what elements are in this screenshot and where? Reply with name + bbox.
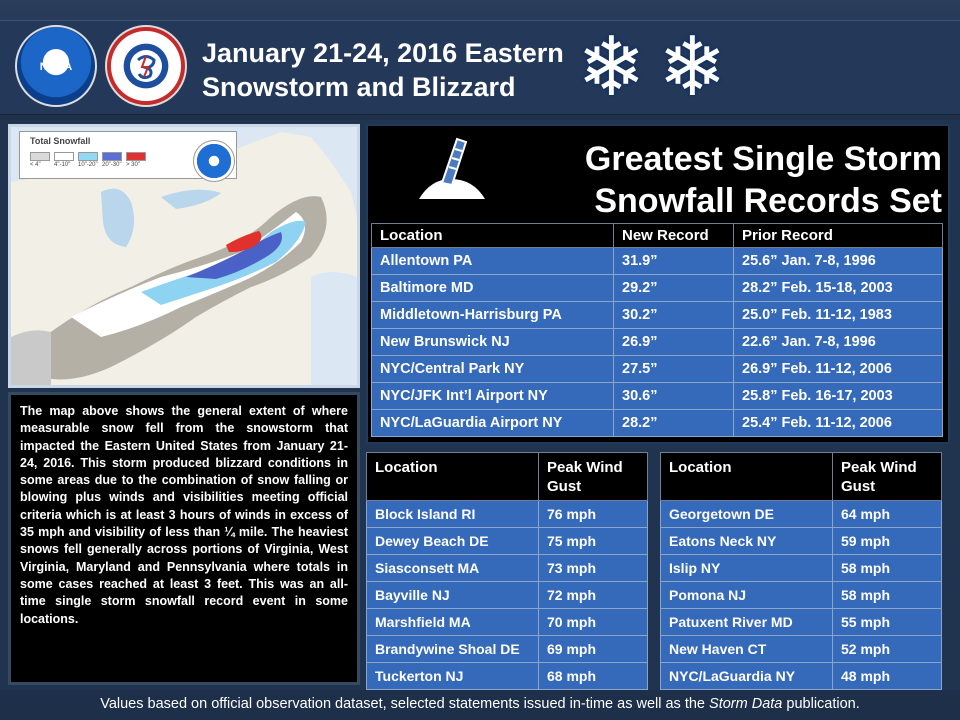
footer bbox=[0, 690, 960, 720]
wind-gust: 73 mph bbox=[539, 555, 648, 582]
page-title-line2: Snowstorm and Blizzard bbox=[202, 72, 516, 102]
records-panel bbox=[366, 124, 950, 444]
snowflake-icon: ❄ bbox=[577, 22, 646, 113]
table-header-row bbox=[372, 224, 943, 248]
table-row bbox=[372, 275, 943, 302]
wind-gust-table-right bbox=[660, 452, 942, 690]
wind-gust: 75 mph bbox=[539, 528, 648, 555]
description-text: The map above shows the general extent of where measurable snow fell from the snowstorm that impacted the Eastern United States from January 21-24, 2016. This storm produced blizzard conditions in some areas due to the combination of snow falling or blowing plus winds and visibilities meeting official criteria which is at least 3 hours of winds in excess of 35 mph and visibility of less than ¼ mile. The heaviest snows fell generally across portions of Virginia, West Virginia, Maryland and Pennsylvania where totals in some cases reached at least 3 feet. This was an all-time single storm snowfall record event in some locations. bbox=[20, 404, 348, 626]
records-title bbox=[538, 138, 942, 222]
table-row bbox=[367, 609, 648, 636]
legend-title: Total Snowfall bbox=[30, 136, 91, 146]
column-header: New Record bbox=[614, 224, 734, 248]
snowflake-icon: ❄ bbox=[658, 22, 727, 113]
record-new: 30.2” bbox=[614, 302, 734, 329]
table-row bbox=[661, 636, 942, 663]
wind-location: Islip NY bbox=[661, 555, 833, 582]
table-row bbox=[367, 528, 648, 555]
map-legend bbox=[19, 131, 237, 179]
noaa-logo bbox=[15, 25, 97, 107]
legend-swatch bbox=[102, 152, 122, 161]
record-new: 27.5” bbox=[614, 356, 734, 383]
legend-swatch bbox=[78, 152, 98, 161]
table-row bbox=[367, 501, 648, 528]
wind-location: Dewey Beach DE bbox=[367, 528, 539, 555]
column-header: Location bbox=[372, 224, 614, 248]
record-new: 28.2” bbox=[614, 410, 734, 437]
header bbox=[0, 0, 960, 120]
table-row bbox=[372, 383, 943, 410]
table-row bbox=[661, 501, 942, 528]
wind-gust: 70 mph bbox=[539, 609, 648, 636]
legend-label: 20"-30" bbox=[102, 162, 122, 168]
snow-ruler-icon bbox=[411, 131, 491, 211]
column-header: Location bbox=[367, 453, 539, 501]
wind-location: Eatons Neck NY bbox=[661, 528, 833, 555]
table-row bbox=[367, 663, 648, 690]
record-location: NYC/Central Park NY bbox=[372, 356, 614, 383]
column-header: Prior Record bbox=[734, 224, 943, 248]
wind-gust: 58 mph bbox=[833, 582, 942, 609]
wind-gust: 76 mph bbox=[539, 501, 648, 528]
nws-emblem-icon bbox=[105, 25, 187, 107]
record-location: NYC/JFK Int’l Airport NY bbox=[372, 383, 614, 410]
wind-location: NYC/LaGuardia NY bbox=[661, 663, 833, 690]
snowfall-map bbox=[8, 124, 360, 388]
footer-text: Values based on official observation dataset, selected statements issued in-time as well as the bbox=[100, 696, 710, 712]
wind-gust: 52 mph bbox=[833, 636, 942, 663]
record-new: 31.9” bbox=[614, 248, 734, 275]
wind-gust: 72 mph bbox=[539, 582, 648, 609]
record-new: 26.9” bbox=[614, 329, 734, 356]
wind-gust: 48 mph bbox=[833, 663, 942, 690]
legend-label: < 4" bbox=[30, 162, 41, 168]
wind-location: Patuxent River MD bbox=[661, 609, 833, 636]
record-prior: 25.6” Jan. 7-8, 1996 bbox=[734, 248, 943, 275]
wind-gust-table-left bbox=[366, 452, 648, 690]
legend-label: 10"-20" bbox=[78, 162, 98, 168]
record-prior: 25.4” Feb. 11-12, 2006 bbox=[734, 410, 943, 437]
records-title-line1: Greatest Single Storm bbox=[584, 140, 942, 178]
nws-logo bbox=[105, 25, 187, 107]
wind-location: Brandywine Shoal DE bbox=[367, 636, 539, 663]
noaa-logo-text: NOAA bbox=[39, 61, 73, 73]
table-header-row bbox=[367, 453, 648, 501]
table-row bbox=[372, 329, 943, 356]
table-row bbox=[367, 555, 648, 582]
records-title-line2: Snowfall Records Set bbox=[594, 182, 942, 220]
wind-location: Tuckerton NJ bbox=[367, 663, 539, 690]
wind-location: Georgetown DE bbox=[661, 501, 833, 528]
wind-location: Pomona NJ bbox=[661, 582, 833, 609]
record-location: New Brunswick NJ bbox=[372, 329, 614, 356]
wind-gust: 64 mph bbox=[833, 501, 942, 528]
column-header: Peak Wind Gust bbox=[539, 453, 648, 501]
legend-label: 4"-10" bbox=[54, 162, 71, 168]
map-noaa-logo bbox=[193, 140, 235, 182]
column-header: Peak Wind Gust bbox=[833, 453, 942, 501]
wind-location: Siasconsett MA bbox=[367, 555, 539, 582]
table-row bbox=[367, 582, 648, 609]
table-row bbox=[661, 582, 942, 609]
record-prior: 28.2” Feb. 15-18, 2003 bbox=[734, 275, 943, 302]
wind-location: Bayville NJ bbox=[367, 582, 539, 609]
record-prior: 25.0” Feb. 11-12, 1983 bbox=[734, 302, 943, 329]
page-title-line1: January 21-24, 2016 Eastern bbox=[202, 38, 564, 68]
legend-label: > 30" bbox=[126, 162, 140, 168]
wind-location: Block Island RI bbox=[367, 501, 539, 528]
footer-text-end: publication. bbox=[782, 696, 860, 712]
record-location: Middletown-Harrisburg PA bbox=[372, 302, 614, 329]
record-prior: 22.6” Jan. 7-8, 1996 bbox=[734, 329, 943, 356]
wind-gust: 59 mph bbox=[833, 528, 942, 555]
footer-publication-name: Storm Data bbox=[709, 696, 783, 712]
wind-gust: 68 mph bbox=[539, 663, 648, 690]
legend-swatch bbox=[126, 152, 146, 161]
record-location: NYC/LaGuardia Airport NY bbox=[372, 410, 614, 437]
page-title bbox=[202, 36, 564, 104]
description-panel bbox=[8, 392, 360, 685]
table-row bbox=[661, 555, 942, 582]
table-row bbox=[661, 528, 942, 555]
table-row bbox=[372, 248, 943, 275]
record-location: Baltimore MD bbox=[372, 275, 614, 302]
table-row bbox=[372, 302, 943, 329]
record-new: 29.2” bbox=[614, 275, 734, 302]
record-location: Allentown PA bbox=[372, 248, 614, 275]
legend-swatch bbox=[54, 152, 74, 161]
wind-gust: 58 mph bbox=[833, 555, 942, 582]
wind-location: New Haven CT bbox=[661, 636, 833, 663]
wind-gust: 55 mph bbox=[833, 609, 942, 636]
record-prior: 25.8” Feb. 16-17, 2003 bbox=[734, 383, 943, 410]
legend-swatch bbox=[30, 152, 50, 161]
wind-gust: 69 mph bbox=[539, 636, 648, 663]
table-row bbox=[661, 609, 942, 636]
column-header: Location bbox=[661, 453, 833, 501]
record-new: 30.6” bbox=[614, 383, 734, 410]
table-row bbox=[661, 663, 942, 690]
table-row bbox=[372, 410, 943, 437]
wind-location: Marshfield MA bbox=[367, 609, 539, 636]
table-header-row bbox=[661, 453, 942, 501]
record-prior: 26.9” Feb. 11-12, 2006 bbox=[734, 356, 943, 383]
records-table bbox=[371, 223, 943, 437]
table-row bbox=[367, 636, 648, 663]
table-row bbox=[372, 356, 943, 383]
